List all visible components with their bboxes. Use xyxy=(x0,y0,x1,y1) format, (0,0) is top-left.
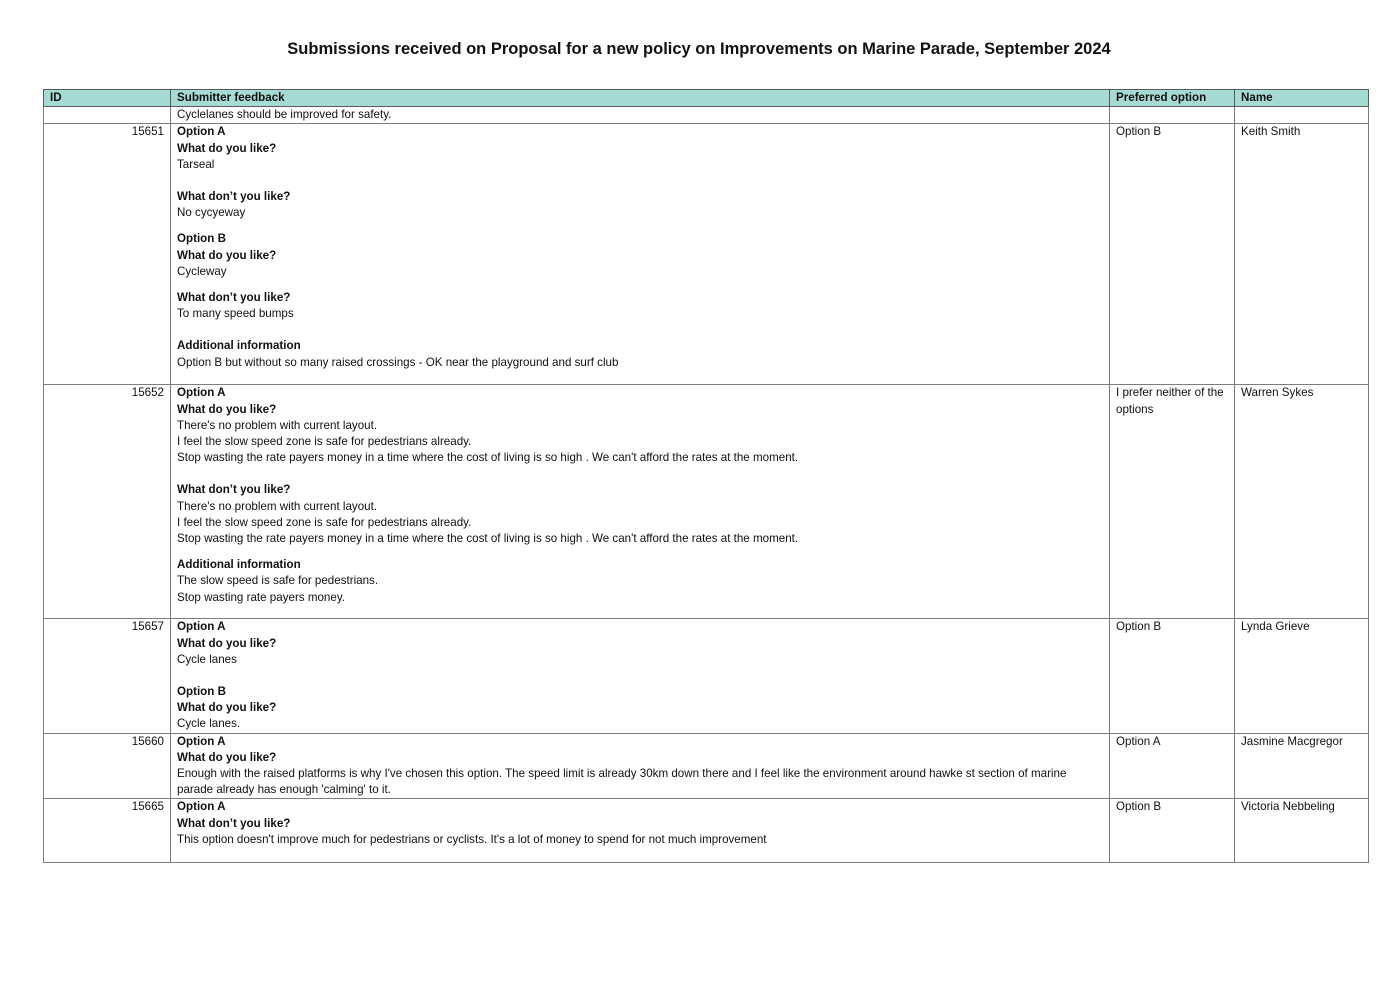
dislike-heading: What don’t you like? xyxy=(177,816,291,830)
column-header-id: ID xyxy=(44,90,171,107)
table-row xyxy=(44,619,1369,733)
submitter-name: Warren Sykes xyxy=(1235,385,1369,619)
feedback-line: Cycle lanes. xyxy=(177,717,241,731)
submitter-feedback xyxy=(171,733,1110,799)
feedback-line: Stop wasting the rate payers money in a time where the cost of living is so high . We can't afford the rates at the moment. xyxy=(177,451,799,465)
submission-id: 15651 xyxy=(44,124,171,385)
feedback-line: This option doesn't improve much for pedestrians or cyclists. It's a lot of money to spend for not much improvement xyxy=(177,832,767,846)
preferred-option: Option B xyxy=(1110,124,1235,385)
submitter-feedback xyxy=(171,799,1110,863)
feedback-line: Stop wasting the rate payers money in a time where the cost of living is so high . We can't afford the rates at the moment. xyxy=(177,532,799,546)
feedback-line: Cyclelanes should be improved for safety. xyxy=(177,108,392,122)
additional-info-heading: Additional information xyxy=(177,339,301,353)
dislike-heading: What don’t you like? xyxy=(177,483,291,497)
option-a-heading: Option A xyxy=(177,125,226,139)
submissions-table xyxy=(43,89,1369,863)
like-heading: What do you like? xyxy=(177,750,277,764)
like-heading: What do you like? xyxy=(177,248,277,262)
submission-id xyxy=(44,107,171,124)
preferred-option: Option B xyxy=(1110,619,1235,733)
submission-id: 15665 xyxy=(44,799,171,863)
option-b-heading: Option B xyxy=(177,232,226,246)
feedback-line: To many speed bumps xyxy=(177,307,294,321)
feedback-line: The slow speed is safe for pedestrians. xyxy=(177,574,379,588)
like-heading: What do you like? xyxy=(177,402,277,416)
submitter-name: Victoria Nebbeling xyxy=(1235,799,1369,863)
table-row xyxy=(44,385,1369,619)
preferred-option: Option A xyxy=(1110,733,1235,799)
table-row xyxy=(44,124,1369,385)
feedback-line: There's no problem with current layout. xyxy=(177,418,378,432)
submitter-name: Lynda Grieve xyxy=(1235,619,1369,733)
feedback-line: Option B but without so many raised crossings - OK near the playground and surf club xyxy=(177,355,619,369)
feedback-line: Enough with the raised platforms is why I've chosen this option. The speed limit is already 30km down there and I feel like the environment around hawke st section of marine parade already has enough 'calming' to it. xyxy=(177,767,1067,797)
feedback-line: There's no problem with current layout. xyxy=(177,499,378,513)
option-a-heading: Option A xyxy=(177,734,226,748)
additional-info-heading: Additional information xyxy=(177,558,301,572)
feedback-line: I feel the slow speed zone is safe for pedestrians already. xyxy=(177,515,472,529)
column-header-name: Name xyxy=(1235,90,1369,107)
option-b-heading: Option B xyxy=(177,685,226,699)
column-header-feedback: Submitter feedback xyxy=(171,90,1110,107)
submission-id: 15657 xyxy=(44,619,171,733)
preferred-option xyxy=(1110,107,1235,124)
feedback-line: I feel the slow speed zone is safe for pedestrians already. xyxy=(177,435,472,449)
table-row xyxy=(44,799,1369,863)
column-header-preferred: Preferred option xyxy=(1110,90,1235,107)
submitter-name: Jasmine Macgregor xyxy=(1235,733,1369,799)
dislike-heading: What don’t you like? xyxy=(177,291,291,305)
option-a-heading: Option A xyxy=(177,800,226,814)
submitter-feedback xyxy=(171,124,1110,385)
preferred-option: I prefer neither of the options xyxy=(1110,385,1235,619)
like-heading: What do you like? xyxy=(177,701,277,715)
feedback-line: No cycyeway xyxy=(177,206,246,220)
submitter-feedback xyxy=(171,385,1110,619)
dislike-heading: What don’t you like? xyxy=(177,190,291,204)
feedback-line: Stop wasting rate payers money. xyxy=(177,590,345,604)
document-title: Submissions received on Proposal for a new policy on Improvements on Marine Parade, September 2024 xyxy=(287,40,1111,58)
feedback-line: Tarseal xyxy=(177,157,215,171)
submission-id: 15660 xyxy=(44,733,171,799)
submitter-feedback xyxy=(171,619,1110,733)
submitter-feedback xyxy=(171,107,1110,124)
like-heading: What do you like? xyxy=(177,141,277,155)
like-heading: What do you like? xyxy=(177,636,277,650)
submitter-name xyxy=(1235,107,1369,124)
submitter-name: Keith Smith xyxy=(1235,124,1369,385)
feedback-line: Cycleway xyxy=(177,264,227,278)
table-row xyxy=(44,107,1369,124)
submission-id: 15652 xyxy=(44,385,171,619)
table-row xyxy=(44,733,1369,799)
preferred-option: Option B xyxy=(1110,799,1235,863)
table-header-row xyxy=(44,90,1369,107)
option-a-heading: Option A xyxy=(177,386,226,400)
feedback-line: Cycle lanes xyxy=(177,652,237,666)
option-a-heading: Option A xyxy=(177,620,226,634)
